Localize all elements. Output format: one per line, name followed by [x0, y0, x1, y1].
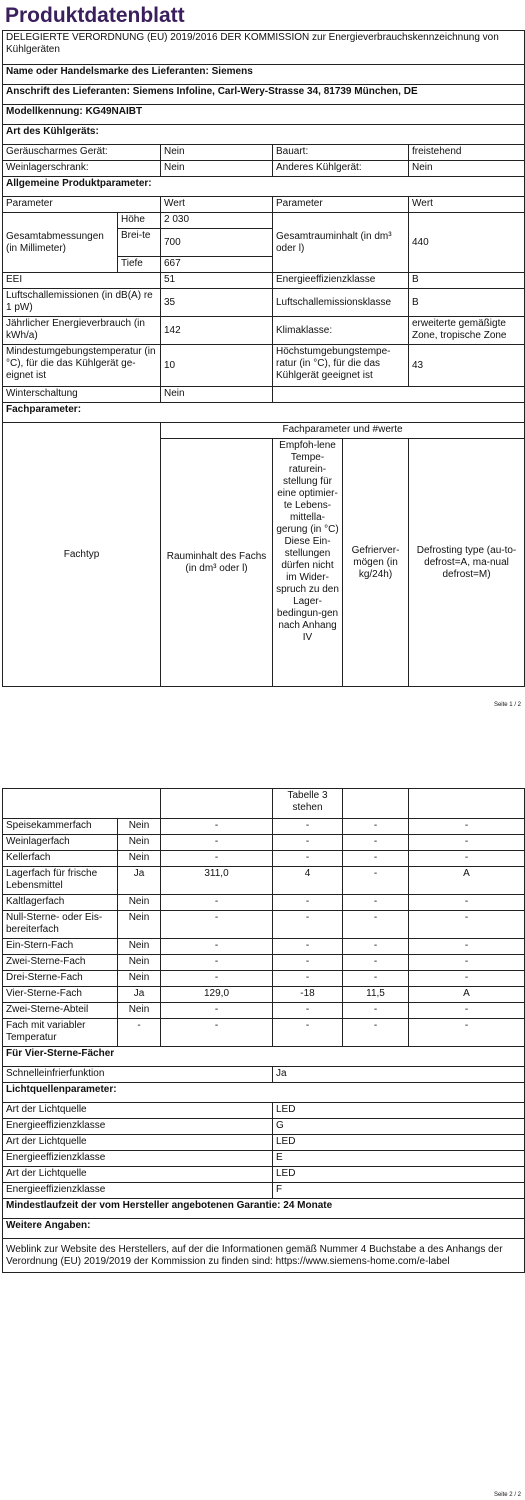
- compartment-header: Fachparameter:: [3, 403, 525, 423]
- param-label: Energieeffizienzklasse: [273, 273, 409, 289]
- spec-value: Nein: [161, 161, 273, 177]
- col-header: Parameter: [3, 197, 161, 213]
- fach-present: Nein: [118, 971, 161, 987]
- page-1: [0, 0, 525, 712]
- fast-freeze-value: Ja: [273, 1067, 525, 1083]
- param-value: 43: [409, 345, 525, 387]
- extra-params-table: [2, 1046, 525, 1273]
- fach-temp: -: [273, 895, 343, 911]
- compartment-group-header: Fachparameter und #werte: [161, 423, 525, 439]
- light-label: Art der Lichtquelle: [3, 1135, 273, 1151]
- light-label: Energieeffizienzklasse: [3, 1119, 273, 1135]
- fach-volume: -: [161, 1003, 273, 1019]
- fach-present: Nein: [118, 911, 161, 939]
- fach-volume: -: [161, 1019, 273, 1047]
- general-params-header: Allgemeine Produktparameter:: [3, 177, 525, 197]
- fach-name: Lagerfach für frische Lebensmittel: [3, 867, 118, 895]
- page-footer: Seite 2 / 2: [493, 1492, 521, 1498]
- weblink-text: Weblink zur Website des Herstellers, auf der die Informationen gemäß Nummer 4 Buchstabe a des Anhangs der Verordnung (EU) 2019/2019 der Kommission zu finden sind: https://www.siemens-home.com/e-label: [3, 1239, 525, 1273]
- fach-defrost: -: [409, 955, 525, 971]
- light-header: Lichtquellenparameter:: [3, 1083, 525, 1103]
- param-value: B: [409, 273, 525, 289]
- col-temp: Empfoh-lene Tempe-raturein-stellung für eine optimier-te Lebens-mittella-gerung (in °C) Diese Ein-stellungen dürfen nicht im Wider-spruch zu den Lager-bedingun-gen nach Anhang IV: [273, 439, 343, 687]
- fach-defrost: A: [409, 987, 525, 1003]
- spec-label: Weinlagerschrank:: [3, 161, 161, 177]
- fach-defrost: -: [409, 1003, 525, 1019]
- fach-freeze: -: [343, 867, 409, 895]
- page-2: [0, 752, 525, 1500]
- param-label: Klimaklasse:: [273, 317, 409, 345]
- spec-value: Nein: [161, 145, 273, 161]
- fach-temp: 4: [273, 867, 343, 895]
- fach-volume: -: [161, 939, 273, 955]
- fach-present: Nein: [118, 939, 161, 955]
- param-label: Höchstumgebungstempe-ratur (in °C), für die das Kühlgerät geeignet ist: [273, 345, 409, 387]
- dim-label: Brei-te: [118, 229, 161, 257]
- light-value: LED: [273, 1103, 525, 1119]
- fach-temp: -: [273, 911, 343, 939]
- light-value: E: [273, 1151, 525, 1167]
- spec-label: Geräuscharmes Gerät:: [3, 145, 161, 161]
- col-temp-continued: Tabelle 3 stehen: [273, 789, 343, 819]
- regulation-text: DELEGIERTE VERORDNUNG (EU) 2019/2016 DER KOMMISSION zur Energieverbrauchskennzeichnung von Kühlgeräten: [3, 31, 525, 65]
- supplier-name: Name oder Handelsmarke des Lieferanten: Siemens: [3, 65, 525, 85]
- fach-name: Kaltlagerfach: [3, 895, 118, 911]
- general-params-table: [2, 212, 525, 423]
- light-label: Art der Lichtquelle: [3, 1167, 273, 1183]
- fach-defrost: A: [409, 867, 525, 895]
- fast-freeze-label: Schnelleinfrierfunktion: [3, 1067, 273, 1083]
- model-id: Modellkennung: KG49NAIBT: [3, 105, 525, 125]
- fach-volume: -: [161, 819, 273, 835]
- param-value: 51: [161, 273, 273, 289]
- fach-temp: -18: [273, 987, 343, 1003]
- fach-name: Fach mit variabler Temperatur: [3, 1019, 118, 1047]
- param-label: Luftschallemissionsklasse: [273, 289, 409, 317]
- fach-name: Ein-Stern-Fach: [3, 939, 118, 955]
- fach-freeze: -: [343, 1003, 409, 1019]
- fach-name: Kellerfach: [3, 851, 118, 867]
- fach-volume: -: [161, 911, 273, 939]
- dim-value: 2 030: [161, 213, 273, 229]
- dim-value: 700: [161, 229, 273, 257]
- continued-cell: [3, 789, 161, 819]
- fach-temp: -: [273, 835, 343, 851]
- fach-present: Nein: [118, 895, 161, 911]
- param-value: B: [409, 289, 525, 317]
- fach-freeze: -: [343, 911, 409, 939]
- fach-freeze: -: [343, 971, 409, 987]
- dim-value: 667: [161, 257, 273, 273]
- fach-freeze: -: [343, 819, 409, 835]
- compartment-table: [2, 788, 525, 1047]
- spec-label: Bauart:: [273, 145, 409, 161]
- fach-volume: -: [161, 895, 273, 911]
- param-label: Luftschallemissionen (in dB(A) re 1 pW): [3, 289, 161, 317]
- param-label: Winterschaltung: [3, 387, 161, 403]
- fach-volume: -: [161, 835, 273, 851]
- col-header: Wert: [409, 197, 525, 213]
- fach-defrost: -: [409, 895, 525, 911]
- more-info-header: Weitere Angaben:: [3, 1219, 525, 1239]
- page-title: Produktdatenblatt: [5, 4, 185, 27]
- fach-freeze: -: [343, 895, 409, 911]
- fach-temp: -: [273, 851, 343, 867]
- param-empty: [273, 387, 525, 403]
- fach-present: Ja: [118, 987, 161, 1003]
- compartment-header-table: [2, 422, 525, 687]
- fach-temp: -: [273, 1019, 343, 1047]
- col-header: Parameter: [273, 197, 409, 213]
- fach-present: Nein: [118, 851, 161, 867]
- light-label: Energieeffizienzklasse: [3, 1183, 273, 1199]
- fach-volume: -: [161, 851, 273, 867]
- continued-cell: [161, 789, 273, 819]
- col-defrost: Defrosting type (au-to-defrost=A, ma-nual defrost=M): [409, 439, 525, 687]
- four-star-header: Für Vier-Sterne-Fächer: [3, 1047, 525, 1067]
- dim-label: Tiefe: [118, 257, 161, 273]
- fach-defrost: -: [409, 835, 525, 851]
- fach-volume: -: [161, 971, 273, 987]
- param-label: EEI: [3, 273, 161, 289]
- col-fachtyp: Fachtyp: [3, 423, 161, 687]
- col-volume: Rauminhalt des Fachs (in dm³ oder l): [161, 439, 273, 687]
- light-value: LED: [273, 1135, 525, 1151]
- fach-defrost: -: [409, 819, 525, 835]
- fach-temp: -: [273, 955, 343, 971]
- fach-present: Ja: [118, 867, 161, 895]
- light-value: F: [273, 1183, 525, 1199]
- param-value: 35: [161, 289, 273, 317]
- param-value: 142: [161, 317, 273, 345]
- fach-present: Nein: [118, 819, 161, 835]
- fach-name: Drei-Sterne-Fach: [3, 971, 118, 987]
- fach-temp: -: [273, 939, 343, 955]
- fach-freeze: -: [343, 835, 409, 851]
- fach-name: Null-Sterne- oder Eis-bereiterfach: [3, 911, 118, 939]
- fach-present: -: [118, 1019, 161, 1047]
- fach-freeze: -: [343, 1019, 409, 1047]
- col-freeze: Gefrierver-mögen (in kg/24h): [343, 439, 409, 687]
- fach-defrost: -: [409, 971, 525, 987]
- fach-defrost: -: [409, 1019, 525, 1047]
- param-label: Jährlicher Energieverbrauch (in kWh/a): [3, 317, 161, 345]
- fach-volume: -: [161, 955, 273, 971]
- fach-name: Zwei-Sterne-Abteil: [3, 1003, 118, 1019]
- param-label: Mindestumgebungstemperatur (in °C), für die das Kühlgerät ge-eignet ist: [3, 345, 161, 387]
- light-value: LED: [273, 1167, 525, 1183]
- fach-freeze: 11,5: [343, 987, 409, 1003]
- fach-volume: 129,0: [161, 987, 273, 1003]
- spec-value: freistehend: [409, 145, 525, 161]
- fach-defrost: -: [409, 911, 525, 939]
- fach-name: Zwei-Sterne-Fach: [3, 955, 118, 971]
- datasheet-table-top: [2, 30, 525, 213]
- volume-value: 440: [409, 213, 525, 273]
- fach-present: Nein: [118, 955, 161, 971]
- param-value: 10: [161, 345, 273, 387]
- fach-freeze: -: [343, 851, 409, 867]
- spec-value: Nein: [409, 161, 525, 177]
- param-value: Nein: [161, 387, 273, 403]
- fach-temp: -: [273, 971, 343, 987]
- fach-present: Nein: [118, 835, 161, 851]
- continued-cell: [343, 789, 409, 819]
- fach-temp: -: [273, 1003, 343, 1019]
- warranty: Mindestlaufzeit der vom Hersteller angebotenen Garantie: 24 Monate: [3, 1199, 525, 1219]
- spec-label: Anderes Kühlgerät:: [273, 161, 409, 177]
- fach-freeze: -: [343, 955, 409, 971]
- dimensions-label: Gesamtabmessungen (in Millimeter): [3, 213, 118, 273]
- supplier-address: Anschrift des Lieferanten: Siemens Infoline, Carl-Wery-Strasse 34, 81739 München, DE: [3, 85, 525, 105]
- light-label: Energieeffizienzklasse: [3, 1151, 273, 1167]
- fach-name: Speisekammerfach: [3, 819, 118, 835]
- volume-label: Gesamtrauminhalt (in dm³ oder l): [273, 213, 409, 273]
- fach-freeze: -: [343, 939, 409, 955]
- fach-volume: 311,0: [161, 867, 273, 895]
- fach-defrost: -: [409, 939, 525, 955]
- device-type-header: Art des Kühlgeräts:: [3, 125, 525, 145]
- light-value: G: [273, 1119, 525, 1135]
- col-header: Wert: [161, 197, 273, 213]
- fach-present: Nein: [118, 1003, 161, 1019]
- fach-name: Vier-Sterne-Fach: [3, 987, 118, 1003]
- dim-label: Höhe: [118, 213, 161, 229]
- fach-name: Weinlagerfach: [3, 835, 118, 851]
- param-value: erweiterte gemäßigte Zone, tropische Zone: [409, 317, 525, 345]
- light-label: Art der Lichtquelle: [3, 1103, 273, 1119]
- fach-temp: -: [273, 819, 343, 835]
- fach-defrost: -: [409, 851, 525, 867]
- page-footer: Seite 1 / 2: [493, 702, 521, 708]
- continued-cell: [409, 789, 525, 819]
